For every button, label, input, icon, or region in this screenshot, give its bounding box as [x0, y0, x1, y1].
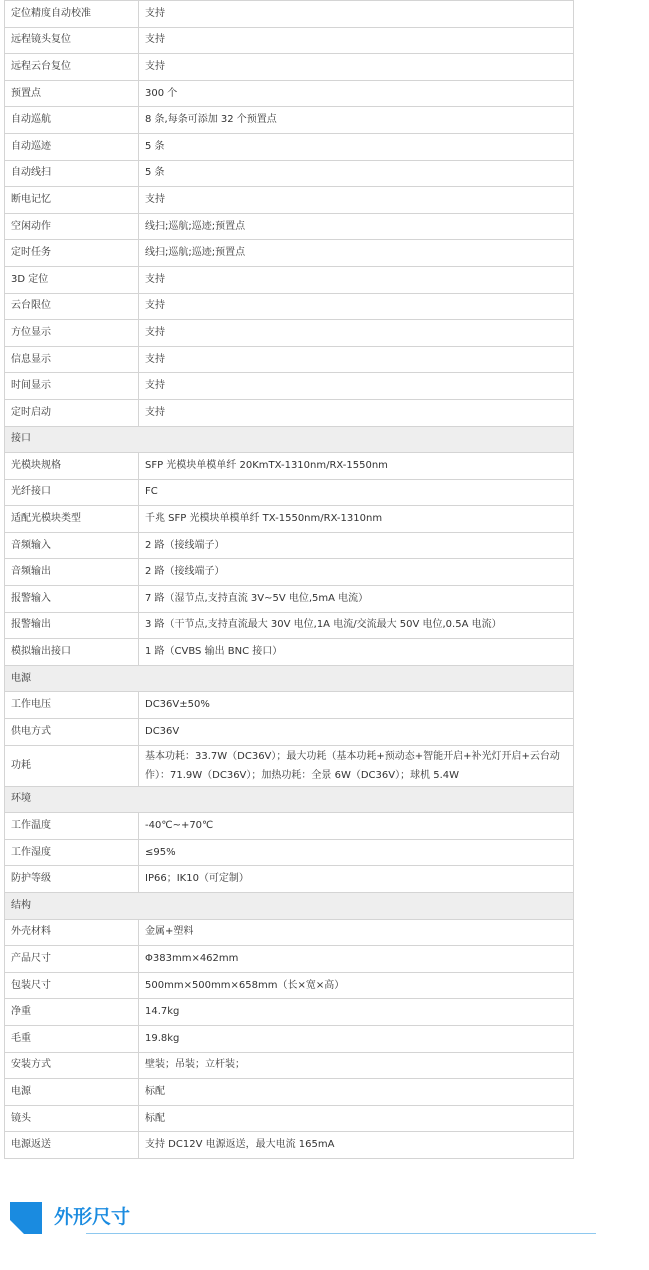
spec-label: 安装方式 — [5, 1052, 139, 1079]
table-row — [5, 866, 574, 893]
spec-label: 供电方式 — [5, 719, 139, 746]
section-label: 结构 — [5, 893, 574, 920]
table-row — [5, 133, 574, 160]
spec-table-body — [5, 1, 574, 1159]
spec-value: 线扫;巡航;巡迹;预置点 — [139, 213, 574, 240]
spec-value: 2 路（接线端子） — [139, 532, 574, 559]
spec-label: 模拟输出接口 — [5, 639, 139, 666]
spec-label: 工作电压 — [5, 692, 139, 719]
table-row — [5, 999, 574, 1026]
spec-value: 8 条,每条可添加 32 个预置点 — [139, 107, 574, 134]
spec-value: 金属+塑料 — [139, 919, 574, 946]
spec-value: 标配 — [139, 1105, 574, 1132]
spec-value: 壁装；吊装；立杆装； — [139, 1052, 574, 1079]
table-row — [5, 293, 574, 320]
table-row — [5, 107, 574, 134]
spec-label: 电源 — [5, 1079, 139, 1106]
table-row — [5, 399, 574, 426]
section-label: 接口 — [5, 426, 574, 453]
spec-label: 光纤接口 — [5, 479, 139, 506]
spec-value: 300 个 — [139, 80, 574, 107]
table-row — [5, 1052, 574, 1079]
spec-value: 基本功耗：33.7W（DC36V）；最大功耗（基本功耗+预动态+智能开启+补光灯开启+云台动作）：71.9W（DC36V）；加热功耗：全景 6W（DC36V）；球机 5.4W — [139, 745, 574, 786]
spec-value: 支持 — [139, 1, 574, 28]
spec-label: 方位显示 — [5, 320, 139, 347]
section-label: 环境 — [5, 786, 574, 813]
spec-label: 报警输出 — [5, 612, 139, 639]
table-row — [5, 479, 574, 506]
spec-table — [4, 0, 574, 1159]
section-row — [5, 665, 574, 692]
table-row — [5, 692, 574, 719]
table-row — [5, 612, 574, 639]
spec-value: 1 路（CVBS 输出 BNC 接口） — [139, 639, 574, 666]
spec-value: DC36V — [139, 719, 574, 746]
table-row — [5, 240, 574, 267]
table-row — [5, 160, 574, 187]
spec-value: 14.7kg — [139, 999, 574, 1026]
spec-label: 产品尺寸 — [5, 946, 139, 973]
section-heading — [10, 1202, 590, 1234]
table-row — [5, 320, 574, 347]
spec-label: 远程镜头复位 — [5, 27, 139, 54]
spec-value: 19.8kg — [139, 1025, 574, 1052]
spec-value: 2 路（接线端子） — [139, 559, 574, 586]
table-row — [5, 813, 574, 840]
spec-label: 时间显示 — [5, 373, 139, 400]
table-row — [5, 839, 574, 866]
spec-label: 镜头 — [5, 1105, 139, 1132]
spec-label: 3D 定位 — [5, 266, 139, 293]
table-row — [5, 559, 574, 586]
spec-label: 定时任务 — [5, 240, 139, 267]
spec-value: 支持 — [139, 54, 574, 81]
spec-value: SFP 光模块单模单纤 20KmTX-1310nm/RX-1550nm — [139, 453, 574, 480]
table-row — [5, 54, 574, 81]
spec-value: 支持 — [139, 399, 574, 426]
spec-label: 净重 — [5, 999, 139, 1026]
spec-label: 空闲动作 — [5, 213, 139, 240]
spec-value: 7 路（湿节点,支持直流 3V~5V 电位,5mA 电流） — [139, 586, 574, 613]
spec-value: 线扫;巡航;巡迹;预置点 — [139, 240, 574, 267]
table-row — [5, 745, 574, 786]
spec-label: 音频输入 — [5, 532, 139, 559]
section-heading-title: 外形尺寸 — [54, 1206, 131, 1228]
spec-value: 支持 — [139, 346, 574, 373]
spec-label: 远程云台复位 — [5, 54, 139, 81]
table-row — [5, 1132, 574, 1159]
spec-value: Φ383mm×462mm — [139, 946, 574, 973]
spec-label: 防护等级 — [5, 866, 139, 893]
table-row — [5, 719, 574, 746]
spec-value: 支持 — [139, 266, 574, 293]
table-row — [5, 80, 574, 107]
spec-value: 5 条 — [139, 160, 574, 187]
table-row — [5, 972, 574, 999]
spec-label: 外壳材料 — [5, 919, 139, 946]
spec-label: 自动巡航 — [5, 107, 139, 134]
section-row — [5, 786, 574, 813]
table-row — [5, 27, 574, 54]
spec-label: 预置点 — [5, 80, 139, 107]
table-row — [5, 187, 574, 214]
spec-label: 自动线扫 — [5, 160, 139, 187]
spec-value: 支持 — [139, 27, 574, 54]
spec-value: 标配 — [139, 1079, 574, 1106]
section-row — [5, 893, 574, 920]
spec-value: 3 路（干节点,支持直流最大 30V 电位,1A 电流/交流最大 50V 电位,0.5A 电流） — [139, 612, 574, 639]
spec-label: 音频输出 — [5, 559, 139, 586]
table-row — [5, 453, 574, 480]
spec-value: 千兆 SFP 光模块单模单纤 TX-1550nm/RX-1310nm — [139, 506, 574, 533]
spec-value: FC — [139, 479, 574, 506]
spec-value: 支持 — [139, 293, 574, 320]
spec-label: 定位精度自动校准 — [5, 1, 139, 28]
spec-label: 工作温度 — [5, 813, 139, 840]
spec-label: 电源返送 — [5, 1132, 139, 1159]
table-row — [5, 346, 574, 373]
spec-value: 支持 — [139, 187, 574, 214]
table-row — [5, 532, 574, 559]
spec-label: 定时启动 — [5, 399, 139, 426]
table-row — [5, 946, 574, 973]
corner-block-icon — [10, 1202, 42, 1234]
spec-value: 500mm×500mm×658mm（长×宽×高） — [139, 972, 574, 999]
spec-label: 包装尺寸 — [5, 972, 139, 999]
table-row — [5, 1025, 574, 1052]
table-row — [5, 639, 574, 666]
spec-label: 报警输入 — [5, 586, 139, 613]
spec-label: 适配光模块类型 — [5, 506, 139, 533]
spec-label: 工作湿度 — [5, 839, 139, 866]
spec-label: 信息显示 — [5, 346, 139, 373]
spec-label: 功耗 — [5, 745, 139, 786]
table-row — [5, 1079, 574, 1106]
spec-label: 光模块规格 — [5, 453, 139, 480]
table-row — [5, 1, 574, 28]
spec-value: -40℃~+70℃ — [139, 813, 574, 840]
spec-value: ≤95% — [139, 839, 574, 866]
table-row — [5, 506, 574, 533]
section-label: 电源 — [5, 665, 574, 692]
spec-label: 断电记忆 — [5, 187, 139, 214]
table-row — [5, 213, 574, 240]
spec-value: 支持 — [139, 373, 574, 400]
spec-label: 云台限位 — [5, 293, 139, 320]
spec-label: 自动巡迹 — [5, 133, 139, 160]
spec-value: 支持 — [139, 320, 574, 347]
spec-value: DC36V±50% — [139, 692, 574, 719]
table-row — [5, 919, 574, 946]
spec-value: IP66；IK10（可定制） — [139, 866, 574, 893]
section-row — [5, 426, 574, 453]
table-row — [5, 373, 574, 400]
table-row — [5, 586, 574, 613]
section-heading-rule — [86, 1233, 596, 1234]
spec-value: 支持 DC12V 电源返送，最大电流 165mA — [139, 1132, 574, 1159]
table-row — [5, 1105, 574, 1132]
table-row — [5, 266, 574, 293]
spec-value: 5 条 — [139, 133, 574, 160]
spec-label: 毛重 — [5, 1025, 139, 1052]
